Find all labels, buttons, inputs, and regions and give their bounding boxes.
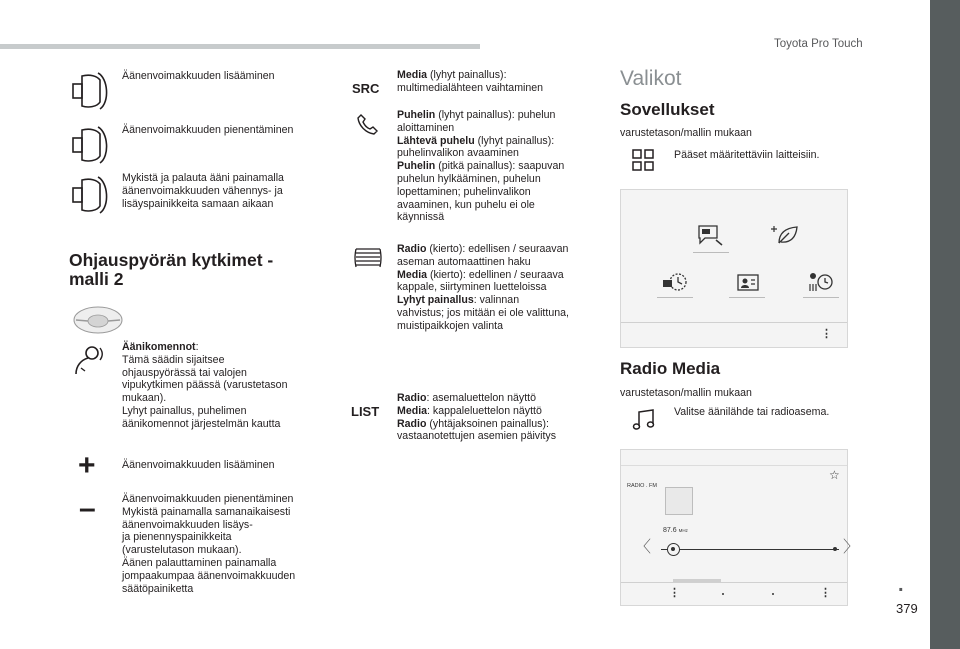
volume-down-text: Äänenvoimakkuuden pienentäminen bbox=[122, 124, 294, 136]
phone-desc-3: (pitkä painallus): saapuvan puhelun hylkääminen, puhelun lopettaminen; puhelinvalikon avaaminen, kun puhelu ei ole käynnissä bbox=[397, 160, 565, 224]
phone-desc-2: (lyhyt painallus): puhelinvalikon avaaminen bbox=[397, 134, 555, 160]
minus-text: Äänenvoimakkuuden pienentäminen Mykistä painamalla samanaikaisesti äänenvoimakkuuden lisäys- ja pienennyspainikkeita (varustelutason mukaan). Äänen palauttaminen painamalla jompaakumpaa äänenvoimakkuuden säätöpainiketta bbox=[122, 493, 296, 595]
list-desc-2: : kappaleluettelon näyttö bbox=[427, 404, 542, 417]
radio-screen bbox=[620, 449, 860, 606]
radio-media-title: Radio Media bbox=[620, 359, 721, 378]
radio-desc-2: (kierto): edellinen / seuraava kappale, siirtyminen luetteloissa bbox=[397, 268, 564, 294]
phone-bold-3: Puhelin bbox=[397, 160, 436, 173]
src-desc: (lyhyt painallus): multimedialähteen vaihtaminen bbox=[397, 69, 544, 94]
radio-desc-3: : valinnan vahvistus; jos mitään ei ole valittuna, muistipaikkojen valinta bbox=[397, 294, 569, 332]
voice-command-icon bbox=[72, 344, 106, 376]
header-title: Toyota Pro Touch bbox=[774, 38, 863, 50]
header-rule bbox=[0, 44, 480, 49]
steering-mute-icon bbox=[70, 174, 112, 216]
radio-bold-1: Radio bbox=[397, 243, 427, 255]
voice-command-desc: : Tämä säädin sijaitsee ohjauspyörässä tai valojen vipukytkimen päässä (varustetason mukaan). Lyhyt painallus, puhelimen äänikomennot järjestelmän kautta bbox=[122, 341, 288, 430]
apps-underline-1 bbox=[693, 252, 729, 253]
favorite-star-icon[interactable]: ☆ bbox=[829, 468, 840, 482]
radio-media-desc: Valitse äänilähde tai radioasema. bbox=[674, 406, 830, 418]
volume-up-text: Äänenvoimakkuuden lisääminen bbox=[122, 70, 275, 82]
list-label: LIST bbox=[351, 404, 380, 419]
side-band bbox=[930, 0, 960, 649]
steering-volume-up-icon bbox=[70, 70, 112, 112]
music-note-icon bbox=[632, 409, 656, 431]
menu-list-icon[interactable]: ⋮ bbox=[669, 587, 680, 599]
src-bold: Media bbox=[397, 69, 428, 81]
radio-desc-1: (kierto): edellisen / seuraavan aseman automaattinen haku bbox=[397, 243, 569, 268]
apps-screen bbox=[620, 189, 848, 348]
diagnostics-icon[interactable] bbox=[661, 270, 691, 294]
phone-bold-1: Puhelin bbox=[397, 109, 436, 121]
apps-underline-2 bbox=[657, 297, 693, 298]
apps-desc: Pääset määritettäviin laitteisiin. bbox=[674, 149, 820, 161]
plus-text: Äänenvoimakkuuden lisääminen bbox=[122, 459, 275, 471]
plus-icon: + bbox=[78, 449, 96, 482]
page-dot-1 bbox=[722, 593, 724, 595]
messages-icon[interactable] bbox=[695, 223, 725, 247]
cover-art-placeholder bbox=[665, 487, 693, 515]
apps-underline-4 bbox=[803, 297, 839, 298]
mute-text: Mykistä ja palauta ääni painamalla äänenvoimakkuuden vähennys- ja lisäyspainikkeita samaan aikaan bbox=[122, 172, 284, 210]
menus-title: Valikot bbox=[620, 67, 682, 90]
list-bold-1: Radio bbox=[397, 392, 427, 404]
page-dot: . bbox=[898, 574, 904, 596]
apps-grid-icon bbox=[632, 149, 654, 171]
more-options-icon-2[interactable]: ⋮ bbox=[820, 587, 831, 599]
frequency-value: 87.6 bbox=[663, 527, 677, 534]
radio-bold-3: Lyhyt painallus bbox=[397, 294, 474, 307]
page-dot-2 bbox=[772, 593, 774, 595]
next-station-icon[interactable]: 〉 bbox=[843, 539, 860, 556]
settings-clock-icon[interactable] bbox=[807, 270, 837, 294]
radio-screen-topline bbox=[621, 465, 847, 466]
steering-wheel-icon bbox=[72, 305, 124, 335]
radio-text bbox=[397, 243, 569, 333]
radio-media-subtitle: varustetason/mallin mukaan bbox=[620, 387, 752, 399]
list-bold-3: Radio bbox=[397, 417, 427, 430]
radio-bold-2: Media bbox=[397, 268, 428, 281]
section-title-steering-switches: Ohjauspyörän kytkimet - malli 2 bbox=[69, 250, 274, 289]
previous-station-icon[interactable]: 〈 bbox=[635, 539, 652, 556]
apps-subtitle: varustetason/mallin mukaan bbox=[620, 127, 752, 139]
phone-icon bbox=[356, 112, 380, 136]
phone-text bbox=[397, 109, 564, 224]
steering-volume-down-icon bbox=[70, 124, 112, 166]
tuning-slider-dot bbox=[671, 547, 675, 551]
voice-command-text bbox=[122, 341, 287, 431]
src-label: SRC bbox=[352, 81, 380, 96]
frequency-unit: MHz bbox=[678, 528, 688, 533]
frequency-readout bbox=[663, 527, 688, 534]
page-number: 379 bbox=[896, 601, 918, 616]
phone-bold-2: Lähtevä puhelu bbox=[397, 134, 475, 147]
tuning-slider-track[interactable] bbox=[661, 549, 839, 550]
apps-title: Sovellukset bbox=[620, 100, 715, 119]
minus-icon: – bbox=[79, 492, 96, 525]
eco-leaf-icon[interactable] bbox=[771, 223, 801, 247]
phone-desc-1: (lyhyt painallus): puhelun aloittaminen bbox=[397, 109, 556, 134]
list-bold-2: Media bbox=[397, 404, 428, 417]
more-options-icon[interactable]: ⋮ bbox=[821, 328, 832, 340]
tuning-slider-end-dot bbox=[833, 547, 837, 551]
voice-command-label: Äänikomennot bbox=[122, 341, 196, 353]
radio-screen-bottomline bbox=[621, 582, 847, 583]
station-name: RADIO . FM bbox=[627, 483, 657, 489]
list-text bbox=[397, 392, 556, 443]
list-desc-3: (yhtäjaksoinen painallus): vastaanotettujen asemien päivitys bbox=[397, 417, 556, 443]
contacts-card-icon[interactable] bbox=[733, 272, 763, 294]
src-text bbox=[397, 69, 543, 95]
list-desc-1: : asemaluettelon näyttö bbox=[426, 392, 536, 404]
apps-screen-divider bbox=[621, 322, 847, 323]
apps-underline-3 bbox=[729, 297, 765, 298]
scroll-wheel-icon bbox=[354, 247, 382, 269]
